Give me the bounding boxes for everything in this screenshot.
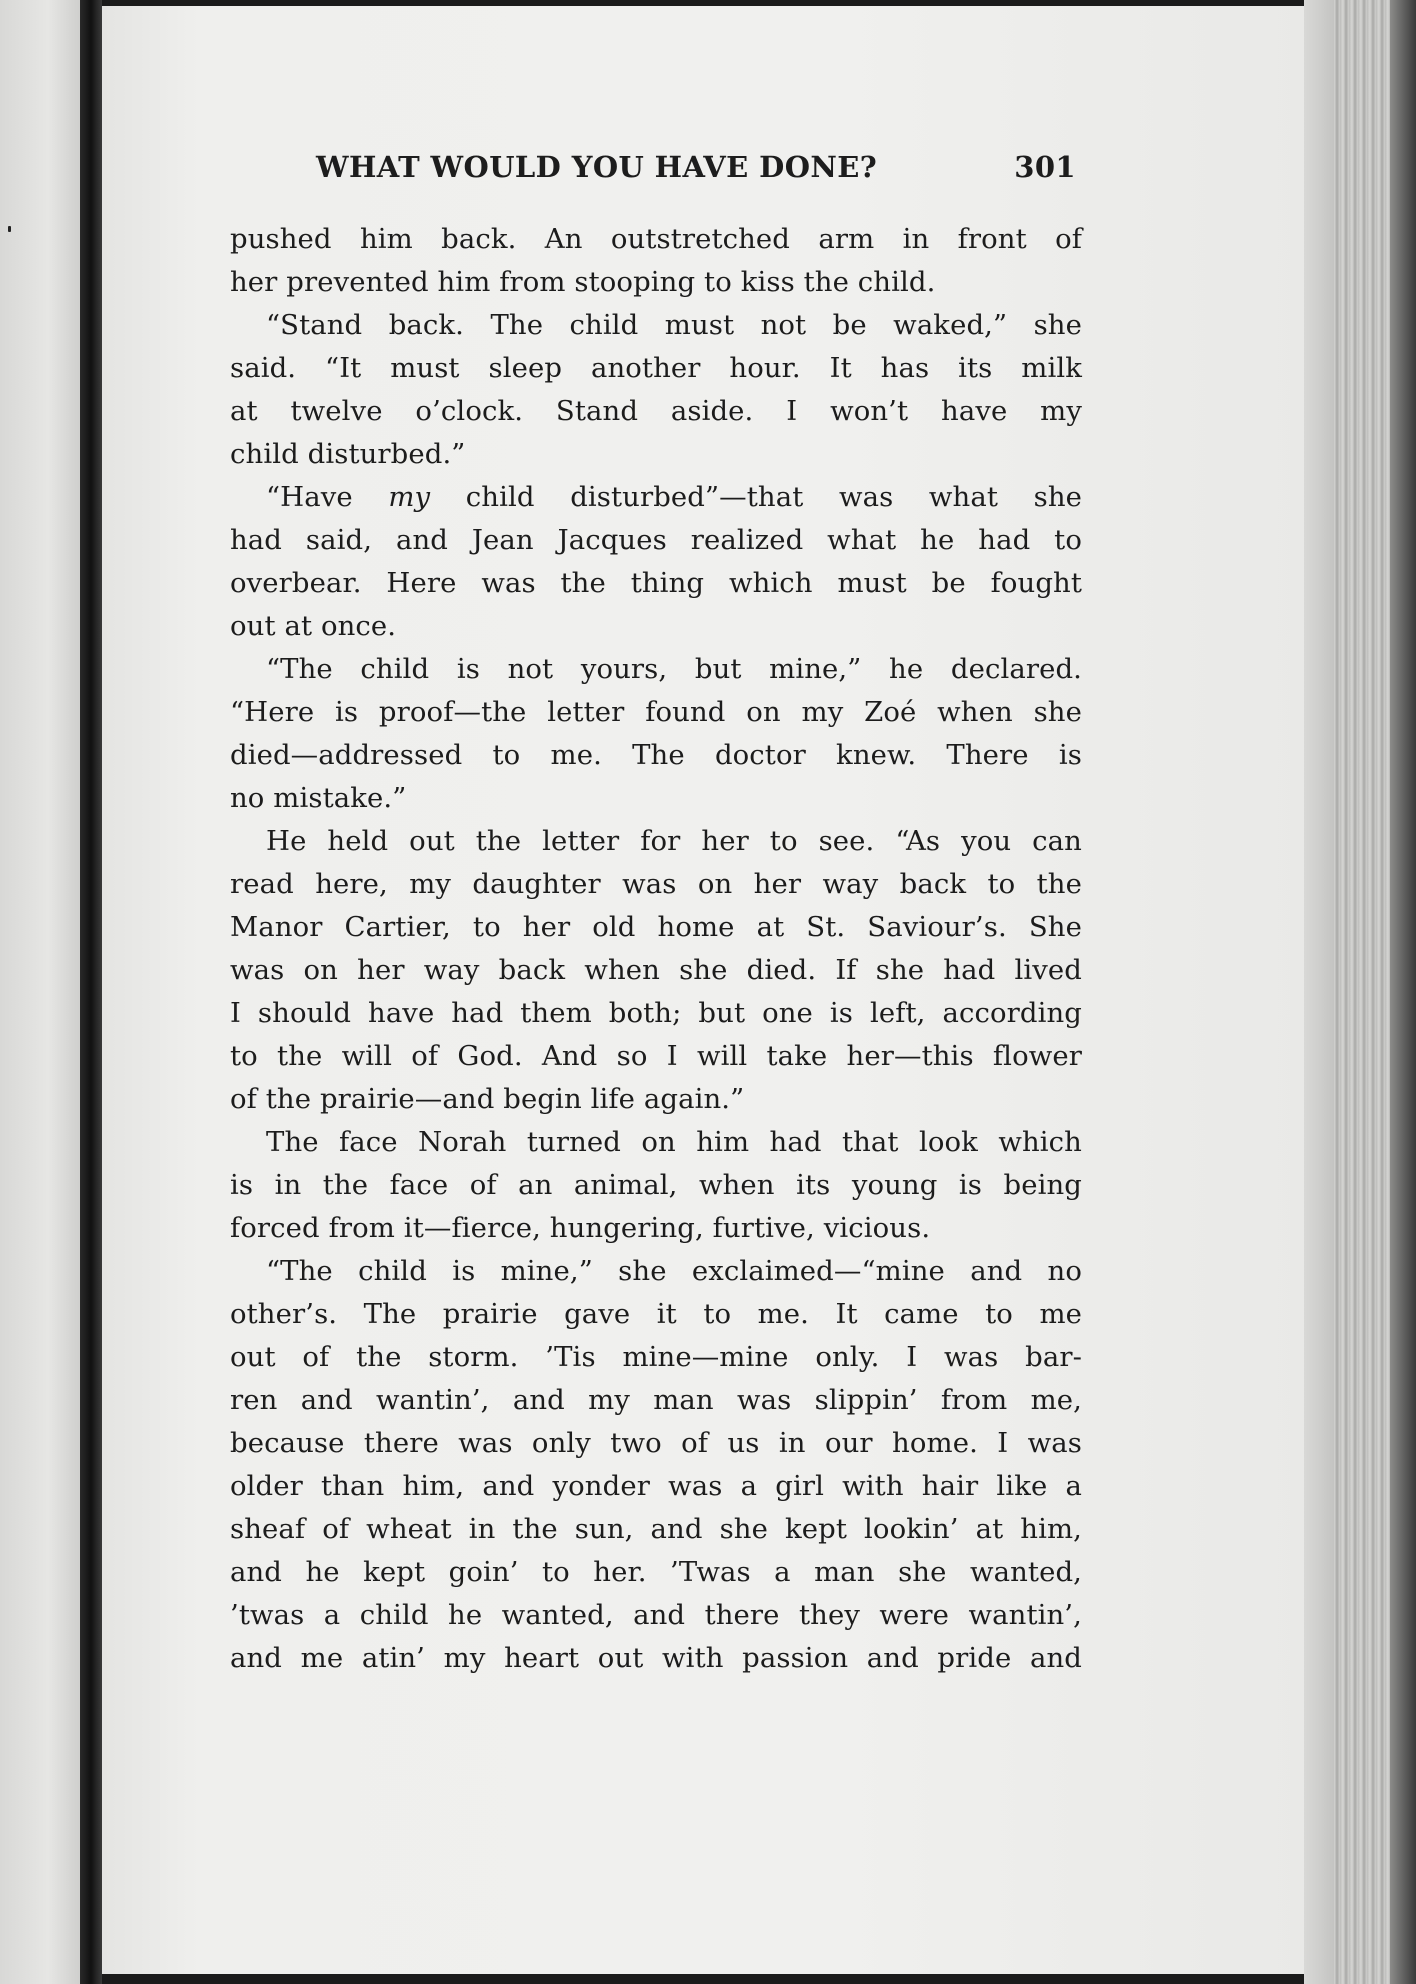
text-line: and me atin’ my heart out with passion and pride and bbox=[230, 1642, 1082, 1674]
text-line: I should have had them both; but one is left, according bbox=[230, 997, 1082, 1029]
text-line: Manor Cartier, to her old home at St. Saviour’s. She bbox=[230, 911, 1082, 943]
text-line: ’twas a child he wanted, and there they were wantin’, bbox=[230, 1599, 1082, 1631]
text-line: ren and wantin’, and my man was slippin’ from me, bbox=[230, 1384, 1082, 1416]
page-edges-light bbox=[1304, 0, 1334, 1984]
text-line: sheaf of wheat in the sun, and she kept lookin’ at him, bbox=[230, 1513, 1082, 1545]
facing-page-edge bbox=[0, 0, 80, 1984]
text-line: He held out the letter for her to see. “As you can bbox=[266, 825, 1082, 857]
text-line: said. “It must sleep another hour. It has its milk bbox=[230, 352, 1082, 384]
text-line: and he kept goin’ to her. ’Twas a man she wanted, bbox=[230, 1556, 1082, 1588]
text-line: The face Norah turned on him had that look which bbox=[266, 1126, 1082, 1158]
text-line: read here, my daughter was on her way back to the bbox=[230, 868, 1082, 900]
text-line: overbear. Here was the thing which must be fought bbox=[230, 567, 1082, 599]
text-line: was on her way back when she died. If she had lived bbox=[230, 954, 1082, 986]
text-line: at twelve o’clock. Stand aside. I won’t have my bbox=[230, 395, 1082, 427]
text-line: pushed him back. An outstretched arm in front of bbox=[230, 223, 1082, 255]
text-line: died—addressed to me. The doctor knew. There is bbox=[230, 739, 1082, 771]
text-line: forced from it—fierce, hungering, furtive, vicious. bbox=[230, 1212, 931, 1244]
text-line: because there was only two of us in our home. I was bbox=[230, 1427, 1082, 1459]
running-header bbox=[316, 150, 1076, 194]
text-line: out at once. bbox=[230, 610, 397, 642]
text-line: no mistake.” bbox=[230, 782, 407, 814]
text-line: out of the storm. ’Tis mine—mine only. I was bar- bbox=[230, 1341, 1082, 1373]
emphasis: my bbox=[388, 481, 431, 513]
running-title: WHAT WOULD YOU HAVE DONE? bbox=[316, 150, 878, 184]
text-line: to the will of God. And so I will take her—this flower bbox=[230, 1040, 1082, 1072]
text-line: “The child is mine,” she exclaimed—“mine and no bbox=[266, 1255, 1082, 1287]
page-number: 301 bbox=[1014, 150, 1076, 184]
ink-speck bbox=[8, 226, 11, 232]
text-line: “Here is proof—the letter found on my Zoé when she bbox=[230, 696, 1082, 728]
text-line: older than him, and yonder was a girl with hair like a bbox=[230, 1470, 1082, 1502]
body-text bbox=[228, 218, 1082, 1680]
text-line: her prevented him from stooping to kiss the child. bbox=[230, 266, 936, 298]
text-line: is in the face of an animal, when its young is being bbox=[230, 1169, 1082, 1201]
text-line: had said, and Jean Jacques realized what he had to bbox=[230, 524, 1082, 556]
text-line: “Stand back. The child must not be waked,” she bbox=[266, 309, 1082, 341]
text-line: “The child is not yours, but mine,” he declared. bbox=[266, 653, 1082, 685]
text-line: of the prairie—and begin life again.” bbox=[230, 1083, 745, 1115]
page-edges-shadow bbox=[1390, 0, 1416, 1984]
text-line: “Have my child disturbed”—that was what she bbox=[266, 481, 1083, 513]
page-edges bbox=[1304, 0, 1416, 1984]
text-line: child disturbed.” bbox=[230, 438, 466, 470]
text-line: other’s. The prairie gave it to me. It came to me bbox=[230, 1298, 1082, 1330]
book-gutter bbox=[80, 0, 102, 1984]
